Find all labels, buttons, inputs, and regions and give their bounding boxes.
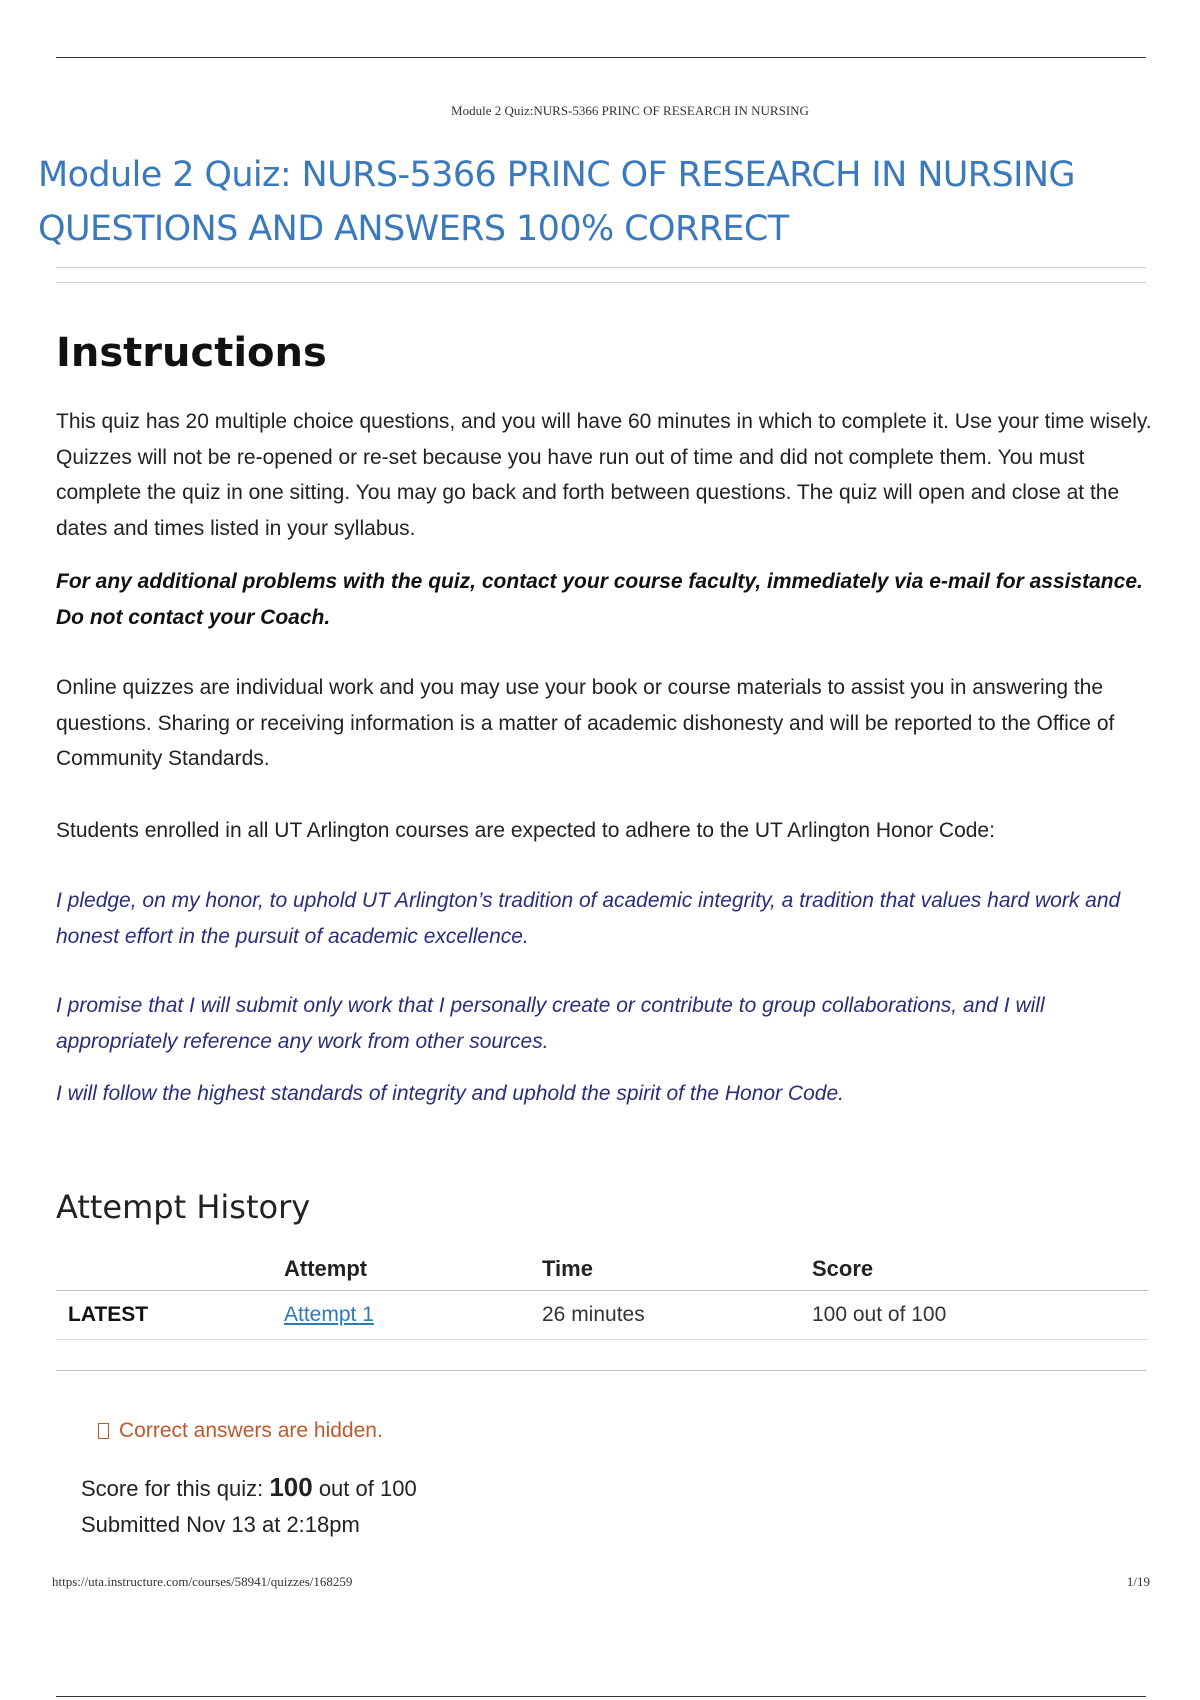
title-divider xyxy=(56,267,1146,268)
answers-hidden-notice xyxy=(98,1419,383,1443)
bottom-page-rule xyxy=(56,1696,1146,1697)
page-number: 1/19 xyxy=(1126,1574,1150,1589)
table-row xyxy=(56,1291,1148,1340)
attempt-cell xyxy=(272,1291,530,1340)
score-value: 100 xyxy=(269,1472,313,1502)
honor-code-follow: I will follow the highest standards of integrity and uphold the spirit of the Honor Code. xyxy=(56,1082,844,1105)
print-footer-url: https://uta.instructure.com/courses/58941/quizzes/168259 xyxy=(52,1574,353,1589)
title-divider-secondary xyxy=(56,282,1146,283)
submitted-timestamp: Submitted Nov 13 at 2:18pm xyxy=(81,1512,360,1537)
honor-code-promise: I promise that I will submit only work that I personally create or contribute to group collaborations, and I will appropriately reference any work from other sources. xyxy=(56,994,1045,1053)
attempt-history-divider xyxy=(56,1370,1146,1371)
info-box-icon xyxy=(98,1423,109,1439)
attempt-history-header-row xyxy=(56,1248,1148,1291)
instructions-honor-code-intro: Students enrolled in all UT Arlington courses are expected to adhere to the UT Arlington Honor Code: xyxy=(56,819,995,842)
instructions-heading: Instructions xyxy=(56,330,327,376)
instructions-online-policy: Online quizzes are individual work and you may use your book or course materials to assist you in answering the questions. Sharing or receiving information is a matter of academic dishonesty and will be reported to the Office of Community Standards. xyxy=(56,676,1115,770)
document-title: Module 2 Quiz: NURS-5366 PRINC OF RESEARCH IN NURSING QUESTIONS AND ANSWERS 100% CORRECT xyxy=(38,155,1075,249)
honor-code-pledge: I pledge, on my honor, to uphold UT Arlington’s tradition of academic integrity, a tradition that values hard work and honest effort in the pursuit of academic excellence. xyxy=(56,889,1121,948)
score-suffix: out of 100 xyxy=(312,1476,417,1501)
column-header-blank xyxy=(56,1248,272,1291)
attempt-time: 26 minutes xyxy=(530,1291,800,1340)
print-header-title: Module 2 Quiz:NURS-5366 PRINC OF RESEARCH IN NURSING xyxy=(451,103,809,118)
attempt-history-table xyxy=(56,1248,1148,1340)
instructions-intro: This quiz has 20 multiple choice questions, and you will have 60 minutes in which to complete it. Use your time wisely. Quizzes will not be re-opened or re-set because you have run out of time and did not complete them. You must complete the quiz in one sitting. You may go back and forth between questions. The quiz will open and close at the dates and times listed in your syllabus. xyxy=(56,410,1152,540)
quiz-score-line xyxy=(81,1472,417,1503)
print-footer xyxy=(52,1574,1150,1590)
instructions-warning: For any additional problems with the quiz, contact your course faculty, immediately via e-mail for assistance. Do not contact your Coach. xyxy=(56,570,1143,629)
column-header-time: Time xyxy=(530,1248,800,1291)
top-page-rule xyxy=(56,57,1146,58)
column-header-attempt: Attempt xyxy=(272,1248,530,1291)
attempt-history-heading: Attempt History xyxy=(56,1188,311,1226)
attempt-row-label: LATEST xyxy=(56,1291,272,1340)
score-prefix: Score for this quiz: xyxy=(81,1476,270,1501)
attempt-1-link[interactable]: Attempt 1 xyxy=(284,1303,374,1326)
attempt-score: 100 out of 100 xyxy=(800,1291,1148,1340)
answers-hidden-text: Correct answers are hidden. xyxy=(119,1419,383,1442)
column-header-score: Score xyxy=(800,1248,1148,1291)
